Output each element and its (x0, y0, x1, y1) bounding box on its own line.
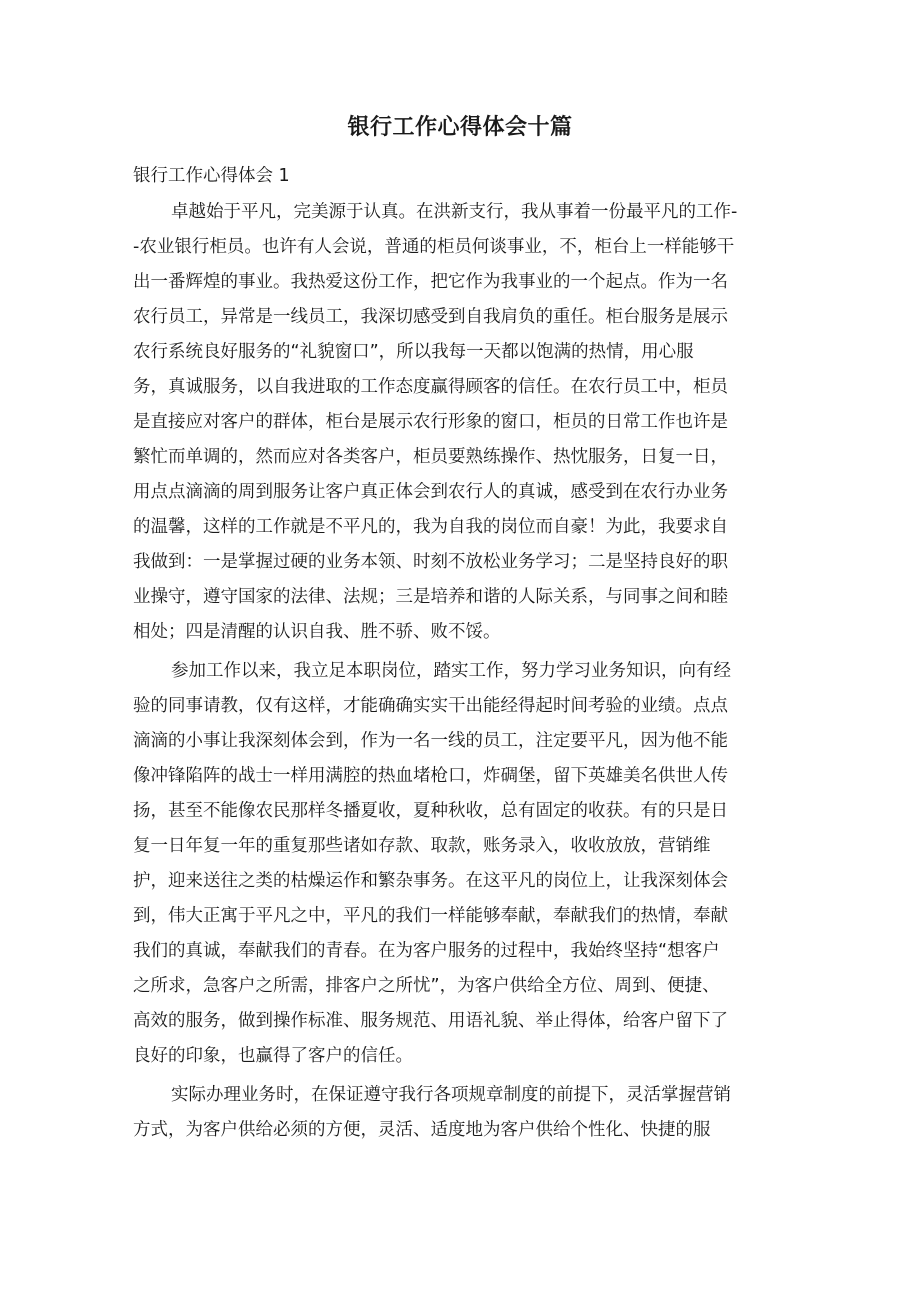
text-line: 到，伟大正寓于平凡之中，平凡的我们一样能够奉献，奉献我们的热情，奉献 (133, 906, 728, 926)
text-line: 高效的服务，做到操作标准、服务规范、用语礼貌、举止得体，给客户留下了 (133, 1011, 728, 1031)
section-heading: 银行工作心得体会 1 (133, 166, 290, 186)
text-line: 滴滴的小事让我深刻体会到，作为一名一线的员工，注定要平凡，因为他不能 (133, 731, 728, 751)
text-line: 的温馨，这样的工作就是不平凡的，我为自我的岗位而自豪！为此，我要求自 (133, 517, 728, 537)
text-line: 农行系统良好服务的“礼貌窗口”，所以我每一天都以饱满的热情，用心服 (133, 342, 694, 362)
paragraph (133, 195, 773, 650)
text-line: 是直接应对客户的群体，柜台是展示农行形象的窗口，柜员的日常工作也许是 (133, 412, 728, 432)
text-line: 验的同事请教，仅有这样，才能确确实实干出能经得起时间考验的业绩。点点 (133, 696, 728, 716)
text-line: 良好的印象，也赢得了客户的信任。 (133, 1046, 413, 1066)
document-title: 银行工作心得体会十篇 (347, 115, 573, 140)
text-line: 相处；四是清醒的认识自我、胜不骄、败不馁。 (133, 622, 501, 642)
text-line: 我做到：一是掌握过硬的业务本领、时刻不放松业务学习；二是坚持良好的职 (133, 552, 728, 572)
document-body (133, 195, 773, 1152)
text-line: 方式，为客户供给必须的方便，灵活、适度地为客户供给个性化、快捷的服 (133, 1120, 711, 1140)
paragraph (133, 654, 773, 1074)
text-line: 卓越始于平凡，完美源于认真。在洪新支行，我从事着一份最平凡的工作- (171, 202, 738, 222)
text-line: 务，真诚服务，以自我进取的工作态度赢得顾客的信任。在农行员工中，柜员 (133, 377, 728, 397)
text-line: 用点点滴滴的周到服务让客户真正体会到农行人的真诚，感受到在农行办业务 (133, 482, 728, 502)
text-line: 像冲锋陷阵的战士一样用满腔的热血堵枪口，炸碉堡，留下英雄美名供世人传 (133, 766, 728, 786)
text-line: 业操守，遵守国家的法律、法规；三是培养和谐的人际关系，与同事之间和睦 (133, 587, 728, 607)
text-line: 扬，甚至不能像农民那样冬播夏收，夏种秋收，总有固定的收获。有的只是日 (133, 801, 728, 821)
text-line: -农业银行柜员。也许有人会说，普通的柜员何谈事业，不，柜台上一样能够干 (133, 237, 735, 257)
text-line: 参加工作以来，我立足本职岗位，踏实工作，努力学习业务知识，向有经 (171, 661, 731, 681)
paragraph (133, 1078, 773, 1148)
text-line: 之所求，急客户之所需，排客户之所忧”，为客户供给全方位、周到、便捷、 (133, 976, 720, 996)
text-line: 实际办理业务时，在保证遵守我行各项规章制度的前提下，灵活掌握营销 (171, 1085, 731, 1105)
text-line: 农行员工，异常是一线员工，我深切感受到自我肩负的重任。柜台服务是展示 (133, 307, 728, 327)
text-line: 繁忙而单调的，然而应对各类客户，柜员要熟练操作、热忱服务，日复一日， (133, 447, 728, 467)
text-line: 复一日年复一年的重复那些诸如存款、取款，账务录入，收收放放，营销维 (133, 836, 711, 856)
text-line: 我们的真诚，奉献我们的青春。在为客户服务的过程中，我始终坚持“想客户 (133, 941, 720, 961)
text-line: 护，迎来送往之类的枯燥运作和繁杂事务。在这平凡的岗位上，让我深刻体会 (133, 871, 728, 891)
text-line: 出一番辉煌的事业。我热爱这份工作，把它作为我事业的一个起点。作为一名 (133, 272, 728, 292)
